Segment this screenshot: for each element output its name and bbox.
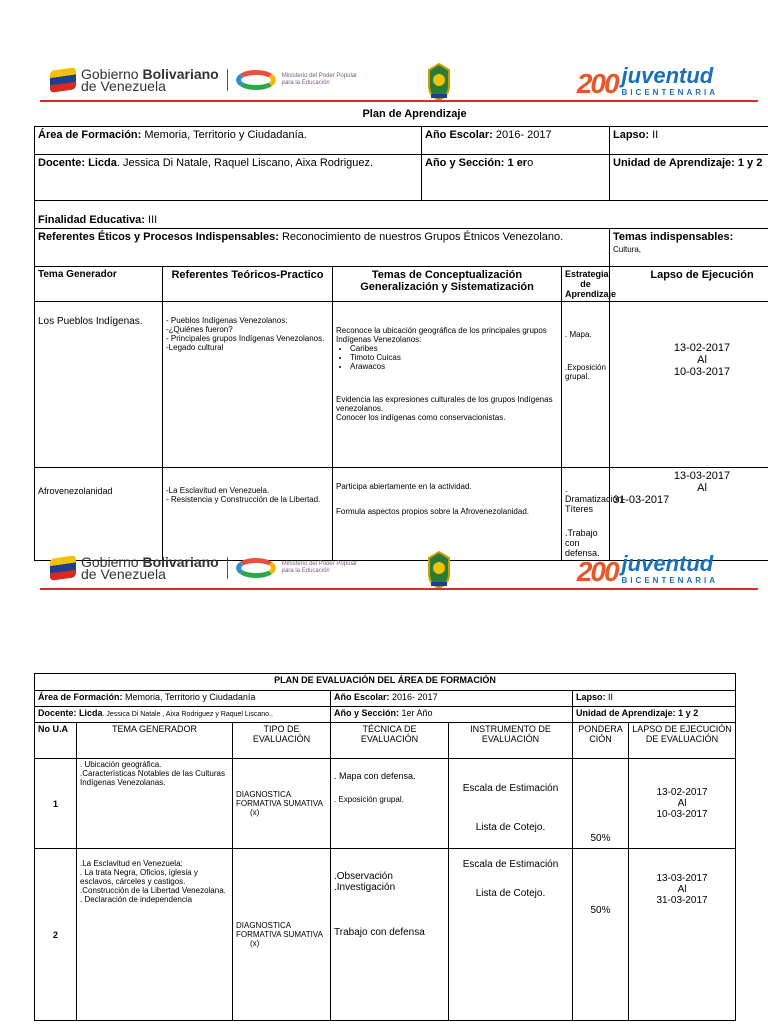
ministry-text: Ministerio del Poder Popular para la Educación <box>281 73 358 86</box>
school-crest-icon <box>425 62 453 102</box>
venezuela-flag-icon <box>50 67 76 93</box>
table-row: Los Pueblos Indígenas. - Pueblos Indígenas Venezolanos: -¿Quiénes fueron? - Principales grupos Indígenas Venezolanos. -Legado cultural Reconoce la ubicación geográfica de los principales grupos Indígenas Venezolanos: • Caribes • Timoto Cuicas • Arawacos Evidencia las expresiones culturales de los grupos Indígenas venezolanos. Conocer los indígenas como conservacionistas. . Mapa. .Exposición grupal. 13-02-2017 Al 10-03-2017 <box>35 301 768 467</box>
header-divider <box>40 100 758 102</box>
ministry-ring-icon <box>236 558 276 578</box>
table-row: 2 .La Esclavitud en Venezuela: . La trata Negra, Oficios, iglesia y esclavos, cárceles y castigos. .Construcción de la Libertad Venezolana. . Declaración de independencia DIAGNOSTICA FORMATIVA SUMATIVA (x) .Observación .Investigación Trabajo con defensa Escala de Estimación Lista de Cotejo. 50% 13-03-2017 Al 31-03-2017 <box>35 849 736 1021</box>
col-estrategia: Estrategia de Aprendizaje <box>562 266 610 301</box>
bicentenario-logo: 200 juventud BICENTENARIA <box>576 62 718 99</box>
plan-title: Plan de Aprendizaje <box>35 106 768 126</box>
plan-evaluacion-table: PLAN DE EVALUACIÓN DEL ÁREA DE FORMACIÓN Área de Formación: Memoria, Territorio y Ciudadanía Año Escolar: 2016- 2017 Lapso: II Docente: Licda. Jessica Di Natale , Aixa Rodriguez y Raquel Liscano.. Año y Sección: 1er Año Unidad de Aprendizaje: 1 y 2 No U.A TEMA GENERADOR TIPO DE EVALUACIÓN TÉCNICA DE EVALUACIÓN INSTRUMENTO DE EVALUACIÓN PONDERA CIÓN LAPSO DE EJECUCIÓN DE EVALUACIÓN 1 . Ubicación geográfica. .Características Notables de las Culturas Indígenas Venezolanas. DIAGNOSTICA FORMATIVA SUMATIVA (x) . Mapa con defensa. . Exposición grupal. Escala de Estimación Lista de Cotejo. 50% 13-02-2017 Al 10-03-2017 2 .La Esclavitud en Venezuela: . La trata Negra, Oficios, iglesia y esclavos, cárceles y castigos. .Construcción de la Libertad Venezolana. . Declaración de independencia DIAGNOSTICA FORMATIVA SUMATIVA (x) .Observación .Investigación Trabajo con defensa Escala de Estimación Lista de Cotejo. 50% 13-03-2017 Al 31-03-2017 <box>34 673 736 1021</box>
plan-aprendizaje-table: Plan de Aprendizaje Área de Formación: Memoria, Territorio y Ciudadanía. Año Escolar: 2016- 2017 Lapso: II Docente: Licda. Jessica Di Natale, Raquel Liscano, Aixa Rodriguez. Año y Sección: 1 ero Unidad de Aprendizaje: 1 y 2 Finalidad Educativa: III Referentes Éticos y Procesos Indispensables: Reconocimiento de nuestros Grupos Étnicos Venezolano. Temas indispensables: Cultura, Tema Generador Referentes Teóricos-Practico Temas de Conceptualización Generalización y Sistematización Estrategia de Aprendizaje Lapso de Ejecución Los Pueblos Indígenas. - Pueblos Indígenas Venezolanos: -¿Quiénes fueron? - Principales grupos Indígenas Venezolanos. -Legado cultural Reconoce la ubicación geográfica de los principales grupos Indígenas Venezolanos: • Caribes • Timoto Cuicas • Arawacos Evidencia las expresiones culturales de los grupos Indígenas venezolanos. Conocer los indígenas como conservacionistas. . Mapa. .Exposición grupal. 13-02-2017 Al 10-03-2017 Afrovenezolanidad -La Esclavitud en Venezuela. - Resistencia y Construcción de la Libertad. Participa abiertamente en la actividad. Formula aspectos propios sobre la Afrovenezolanidad. . Dramatización-Títeres .Trabajo con defensa. 13-03-2017 Al 31-03-2017 <box>34 106 768 561</box>
table-row: Afrovenezolanidad -La Esclavitud en Venezuela. - Resistencia y Construcción de la Libertad. Participa abiertamente en la actividad. Formula aspectos propios sobre la Afrovenezolanidad. . Dramatización-Títeres .Trabajo con defensa. 13-03-2017 Al 31-03-2017 <box>35 467 768 560</box>
col-referentes: Referentes Teóricos-Practico <box>163 266 333 301</box>
col-tema-generador: Tema Generador <box>35 266 163 301</box>
ministry-ring-icon <box>236 70 276 90</box>
venezuela-flag-icon <box>50 555 76 581</box>
eval-title: PLAN DE EVALUACIÓN DEL ÁREA DE FORMACIÓN <box>35 674 736 691</box>
header-divider <box>40 588 758 590</box>
col-temas: Temas de Conceptualización Generalización y Sistematización <box>333 266 562 301</box>
school-crest-icon <box>425 550 453 590</box>
col-lapso: Lapso de Ejecución <box>610 266 768 301</box>
gobierno-logo: Gobierno Bolivariano de Venezuela Ministerio del Poder Popular para la Educación <box>50 68 358 92</box>
table-row: 1 . Ubicación geográfica. .Características Notables de las Culturas Indígenas Venezolanas. DIAGNOSTICA FORMATIVA SUMATIVA (x) . Mapa con defensa. . Exposición grupal. Escala de Estimación Lista de Cotejo. 50% 13-02-2017 Al 10-03-2017 <box>35 759 736 849</box>
header-banner-bottom: Gobierno Bolivariano de Venezuela Ministerio del Poder Popular para la Educación 200 juventud BICENTENARIA <box>40 550 758 594</box>
